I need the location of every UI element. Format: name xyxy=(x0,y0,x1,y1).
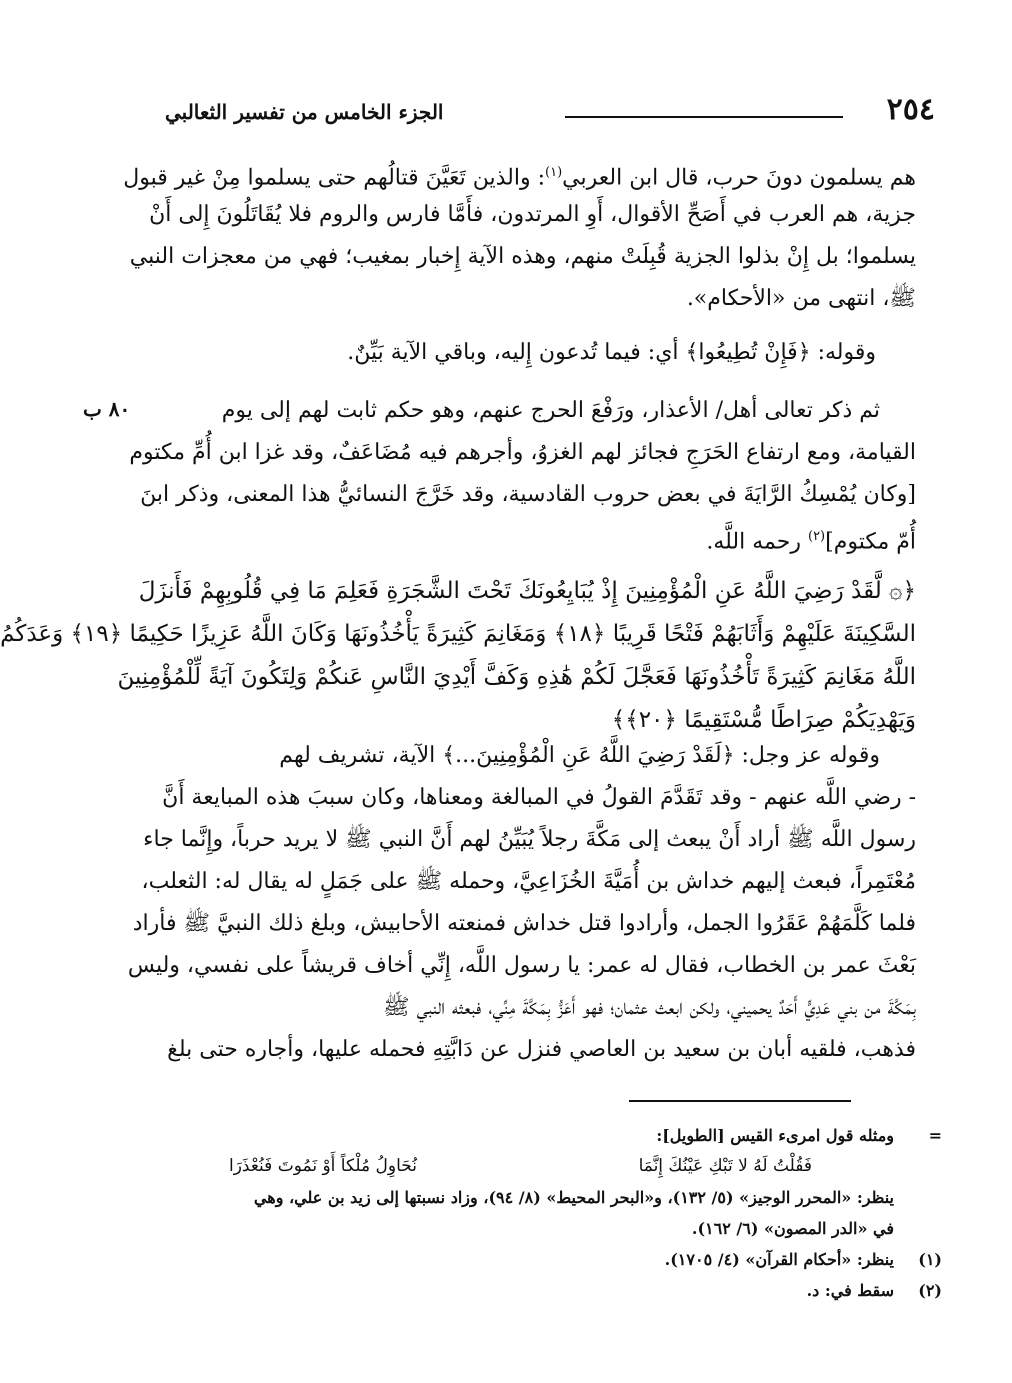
verse-line: اللَّهُ مَغَانِمَ كَثِيرَةً تَأْخُذُونَهَا فَعَجَّلَ لَكُمْ هَٰذِهِ وَكَفَّ أَيْدِيَ النَّاسِ عَنكُمْ وَلِتَكُونَ آيَةً لِّلْمُؤْمِنِينَ xyxy=(117,664,916,690)
footnote-item xyxy=(169,1275,942,1306)
paragraph-2 xyxy=(169,332,916,374)
paragraph-line: مُعْتَمِراً، فبعث إليهم خداش بن أُمَيَّةَ الخُزَاعِيَّ، وحمله ﷺ على جَمَلٍ له يقال له: الثعلب، xyxy=(141,869,916,894)
verse-line: السَّكِينَةَ عَلَيْهِمْ وَأَثَابَهُمْ فَتْحًا قَرِيبًا ﴿١٨﴾ وَمَغَانِمَ كَثِيرَةً يَأْخُذُونَهَا وَكَانَ اللَّهُ عَزِيزًا حَكِيمًا ﴿١٩﴾ وَعَدَكُمُ xyxy=(0,621,916,647)
footnote-continuation xyxy=(169,1120,942,1151)
running-title: الجزء الخامس من تفسير الثعالبي xyxy=(165,100,444,124)
line-text: أُمّ مكتوم] xyxy=(825,529,916,555)
paragraph-line xyxy=(169,516,916,558)
page-number: ٢٥٤ xyxy=(886,92,935,127)
footnote-text: ومثله قول امرىء القيس [الطويل]: xyxy=(656,1126,894,1145)
footnote-ref: (٢) xyxy=(807,529,826,544)
line-text: : والذين تَعَيَّنَ قتالُهم حتى يسلموا مِنْ غير قبول xyxy=(123,165,546,191)
paragraph-line: فذهب، فلقيه أبان بن سعيد بن العاصي فنزل عن دَابَّتِهِ فحمله عليها، وأجاره حتى بلغ xyxy=(167,1037,916,1062)
paragraph-line: القيامة، ومع ارتفاع الحَرَجِ فجائز لهم الغزوُ، وأجرهم فيه مُضَاعَفٌ، وقد غزا ابن أُمِّ مكتوم xyxy=(129,440,916,465)
footnote-text: ينظر: «المحرر الوجيز» (٥/ ١٣٢)، و«البحر المحيط» (٨/ ٩٤)، وزاد نسبتها إلى زيد بن علي، وهي xyxy=(253,1188,894,1207)
footnote-separator xyxy=(629,1100,851,1102)
line-text: رحمه اللَّه. xyxy=(706,529,808,555)
page-header xyxy=(165,92,935,132)
paragraph-line: يسلموا؛ بل إِنْ بذلوا الجزية قُبِلَتْ منهم، وهذه الآية إِخبار بمغيب؛ فهي من معجزات النبي xyxy=(129,244,916,269)
paragraph-line: وقوله عز وجل: ﴿لَقَدْ رَضِيَ اللَّهُ عَنِ الْمُؤْمِنِينَ...﴾ الآية، تشريف لهم xyxy=(279,743,880,768)
paragraph-line: بِمَكَّةَ من بني عَدِيٍّ أَحَدٌ يحميني، ولكن ابعث عثمان؛ فهو أَعَزُّ بِمَكَّةَ مِنِّي، فبعثه النبي ﷺ xyxy=(383,995,916,1020)
paragraph-1 xyxy=(123,152,916,320)
verse-hemistich-right: فَقُلْتُ لَهُ لا تَبْكِ عَيْنُكَ إِنَّمَا xyxy=(638,1156,812,1176)
paragraph-line: رسول اللَّه ﷺ أراد أَنْ يبعث إلى مَكَّةَ رجلاً يُبَيِّنُ لهم أَنَّ النبي ﷺ لا يريد حرباً، وإِنَّما جاء xyxy=(143,827,916,852)
footnote-text: سقط في: د. xyxy=(806,1281,894,1300)
verse-hemistich-left: نُحَاوِلُ مُلْكاً أَوْ نَمُوتَ فَنُعْذَرَا xyxy=(229,1156,417,1176)
paragraph-line: [وكان يُمْسِكُ الرَّايَةَ في بعض حروب القادسية، وقد خَرَّجَ النسائيُّ هذا المعنى، وذكر ابنَ xyxy=(140,482,916,507)
footnote-marker: (٢) xyxy=(918,1281,942,1300)
footnote-ref: (١) xyxy=(545,165,563,180)
poetry-verse xyxy=(169,1151,942,1182)
footnote-marker: = xyxy=(928,1126,942,1145)
line-text: هم يسلمون دونَ حرب، قال ابن العربي xyxy=(562,165,916,191)
verse-line: ﴿۞ لَّقَدْ رَضِيَ اللَّهُ عَنِ الْمُؤْمِنِينَ إِذْ يُبَايِعُونَكَ تَحْتَ الشَّجَرَةِ فَعَلِمَ مَا فِي قُلُوبِهِمْ فَأَنزَلَ xyxy=(138,578,916,604)
paragraph-line: ثم ذكر تعالى أهل/ الأعذار، ورَفْعَ الحرج عنهم، وهو حكم ثابت لهم إلى يوم xyxy=(221,398,880,423)
margin-folio-note: ٨٠ ب xyxy=(83,397,131,421)
quran-verses xyxy=(0,570,916,742)
paragraph-line: بَعْثَ عمر بن الخطاب، فقال له عمر: يا رسول اللَّه، إِنِّي أخاف قريشاً على نفسي، وليس xyxy=(127,953,916,978)
footnotes xyxy=(169,1120,942,1306)
paragraph-3 xyxy=(129,390,916,558)
paragraph-line: وقوله: ﴿فَإِنْ تُطِيعُوا﴾ أي: فيما تُدعون إِليه، وباقي الآية بَيِّنٌ. xyxy=(347,340,876,365)
paragraph-4 xyxy=(127,735,916,1071)
paragraph-line: ﷺ، انتهى من «الأحكام». xyxy=(686,286,916,311)
verse-line: وَيَهْدِيَكُمْ صِرَاطًا مُّسْتَقِيمًا ﴿٢٠﴾﴾ xyxy=(611,707,916,733)
header-rule xyxy=(565,116,843,118)
paragraph-line: - رضي اللَّه عنهم - وقد تَقَدَّمَ القولُ في المبالغة ومعناها، وكان سببَ هذه المبايعة أَنَّ xyxy=(162,785,916,810)
footnote-text: في «الدر المصون» (٦/ ١٦٢). xyxy=(691,1219,894,1238)
paragraph-line: جزية، هم العرب في أَصَحِّ الأقوال، أَوِ المرتدون، فأَمَّا فارس والروم فلا يُقَاتَلُونَ إِلى أَنْ xyxy=(149,202,916,227)
footnote-text: ينظر: «أحكام القرآن» (٤/ ١٧٠٥). xyxy=(664,1250,894,1269)
paragraph-line xyxy=(123,152,916,194)
paragraph-line: فلما كَلَّمَهُمْ عَقَرُوا الجمل، وأرادوا قتل خداش فمنعته الأحابيش، وبلغ ذلك النبيَّ ﷺ فأراد xyxy=(132,911,916,936)
footnote-item xyxy=(169,1244,942,1275)
footnote-marker: (١) xyxy=(918,1250,942,1269)
